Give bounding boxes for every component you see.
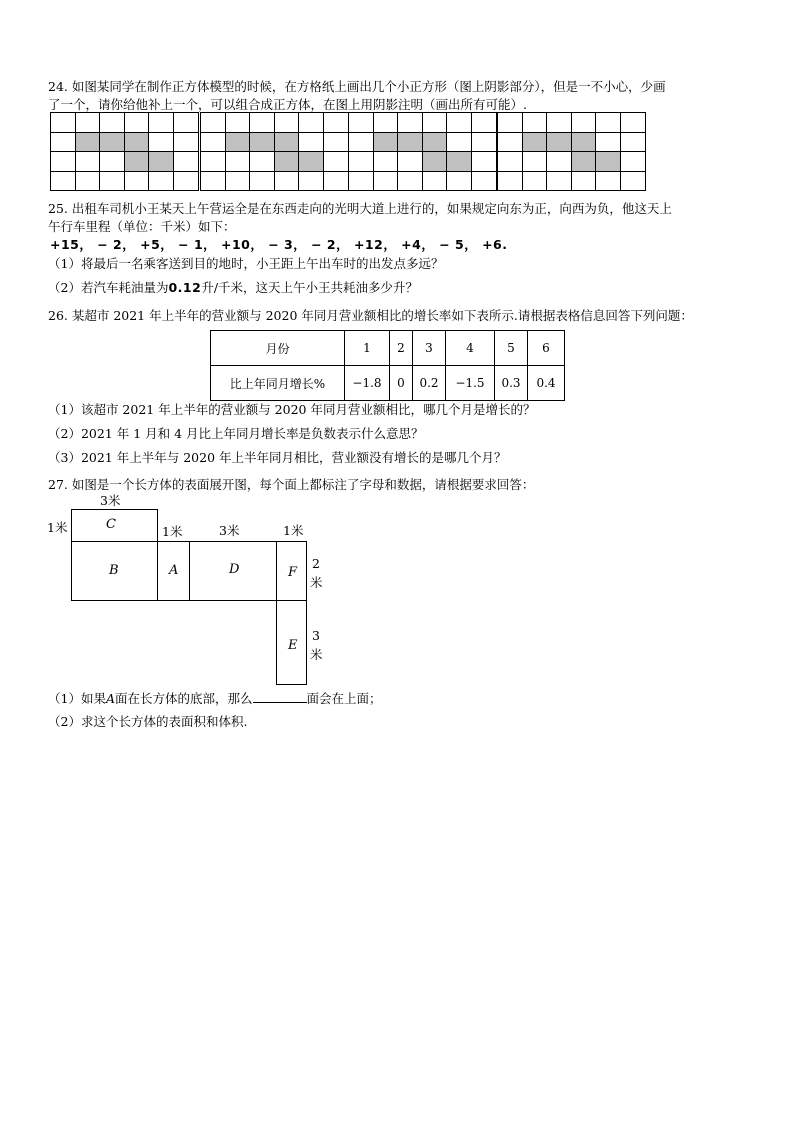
cube-net-grid-4: [497, 112, 646, 191]
face-a-label: A: [169, 563, 179, 578]
face-f-label: F: [288, 565, 298, 580]
face-b-label: B: [109, 563, 119, 578]
table-row-rates: [211, 366, 565, 401]
dim-label-mid-1m: 1米: [162, 524, 183, 539]
table-cell: 1: [345, 331, 390, 366]
face-d-label: D: [229, 562, 240, 577]
dim-label-right-1m: 1米: [283, 523, 304, 538]
dim-label-side-3: 3: [312, 628, 320, 643]
table-cell: 0.2: [413, 366, 446, 401]
table-cell: 2: [390, 331, 413, 366]
table-cell: 0.4: [528, 366, 565, 401]
table-header-month: 月份: [211, 331, 345, 366]
table-cell: −1.5: [446, 366, 495, 401]
dim-label-side-2-unit: 米: [310, 575, 323, 590]
q25-mileage-list: +15， − 2， +5， − 1， +10， − 3， − 2， +12， +4， − 5， +6.: [50, 237, 508, 252]
table-cell: 0.3: [495, 366, 528, 401]
growth-rate-table: [210, 330, 565, 401]
q27-sub2: （2）求这个长方体的表面积和体积.: [48, 714, 248, 729]
q25-line2: 午行车里程（单位：千米）如下：: [48, 219, 236, 234]
cube-net-grid-1: [50, 112, 199, 191]
face-e-label: E: [288, 638, 298, 653]
face-c-label: C: [106, 517, 116, 532]
table-cell: 5: [495, 331, 528, 366]
q26-sub2: （2）2021 年 1 月和 4 月比上年同月增长率是负数表示什么意思？: [48, 426, 424, 441]
q25-sub1: （1）将最后一名乘客送到目的地时，小王距上午出车时的出发点多远？: [48, 256, 444, 271]
table-header-rate: 比上年同月增长%: [211, 366, 345, 401]
table-cell: −1.8: [345, 366, 390, 401]
q26-sub1: （1）该超市 2021 年上半年的营业额与 2020 年同月营业额相比，哪几个月是增长的？: [48, 402, 536, 417]
table-cell: 6: [528, 331, 565, 366]
q24-line2: 了一个，请你给他补上一个，可以组合成正方体，在图上用阴影注明（画出所有可能）.: [48, 97, 527, 112]
q27-line1: 27. 如图是一个长方体的表面展开图，每个面上都标注了字母和数据，请根据要求回答：: [48, 477, 535, 492]
q24-line1: 24. 如图某同学在制作正方体模型的时候，在方格纸上画出几个小正方形（图上阴影部分），但是一不小心，少画: [48, 79, 666, 94]
q25-line1: 25. 出租车司机小王某天上午营运全是在东西走向的光明大道上进行的，如果规定向东为正，向西为负，他这天上: [48, 201, 672, 216]
dim-label-mid-3m: 3米: [219, 523, 240, 538]
table-cell: 0: [390, 366, 413, 401]
table-cell: 3: [413, 331, 446, 366]
dim-label-side-3-unit: 米: [310, 647, 323, 662]
cube-net-grid-2: [200, 112, 349, 191]
q25-sub2: （2）若汽车耗油量为0.12升/千米，这天上午小王共耗油多少升？: [48, 280, 419, 295]
dim-label-left-1m: 1米: [47, 520, 68, 535]
q26-sub3: （3）2021 年上半年与 2020 年上半年同月相比，营业额没有增长的是哪几个月？: [48, 450, 507, 465]
q27-sub1: （1）如果A面在长方体的底部，那么 面会在上面；: [48, 691, 382, 706]
dim-label-side-2: 2: [312, 556, 320, 571]
cube-net-grid-3: [348, 112, 497, 191]
dim-label-top-3m: 3米: [100, 493, 121, 508]
table-row-months: [211, 331, 565, 366]
answer-blank[interactable]: [253, 690, 307, 703]
q26-line1: 26. 某超市 2021 年上半年的营业额与 2020 年同月营业额相比的增长率如下表所示.请根据表格信息回答下列问题：: [48, 308, 693, 323]
table-cell: 4: [446, 331, 495, 366]
